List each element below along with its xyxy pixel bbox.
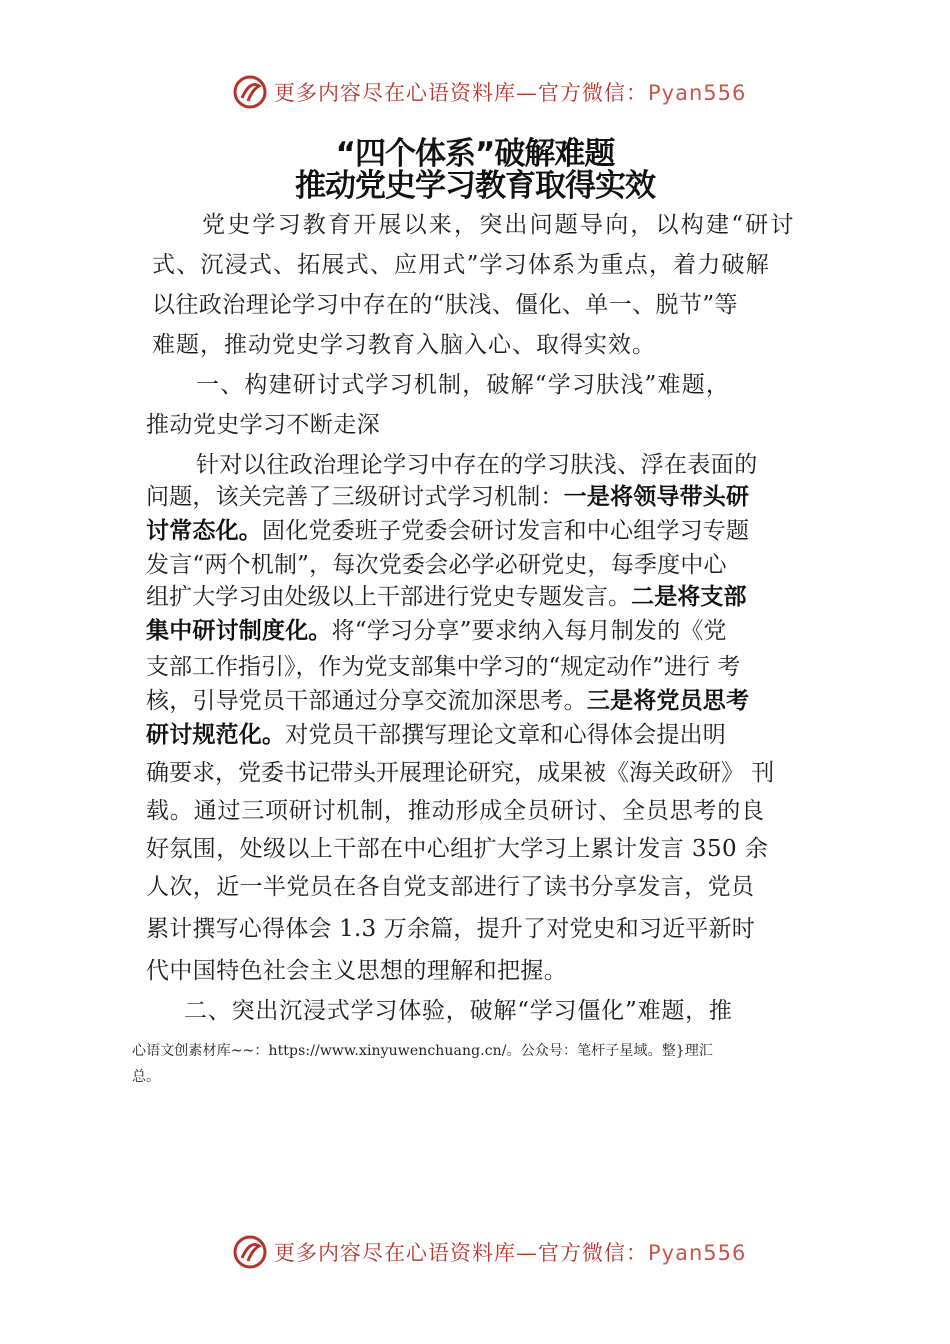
body-text: 固化党委班子党委会研讨发言和中心组学习专题: [262, 518, 750, 544]
body-line: 发言“两个机制”，每次党委会必学必研党史，每季度中心: [146, 552, 727, 578]
body-line: 代中国特色社会主义思想的理解和把握。: [146, 958, 568, 984]
bold-point-3-cont: 研讨规范化。: [146, 722, 286, 748]
bold-point-2-cont: 集中研讨制度化。: [146, 618, 332, 644]
bold-point-1: 一是将领导带头研: [563, 484, 750, 510]
body-line: [146, 686, 749, 716]
banner-text: 更多内容尽在心语资料库—官方微信：Pyan556: [274, 81, 747, 105]
body-line: 载。通过三项研讨机制，推动形成全员研讨、全员思考的良: [146, 798, 765, 824]
body-line: 难题，推动党史学习教育入脑入心、取得实效。: [152, 332, 656, 358]
logo-icon: [232, 1234, 268, 1270]
body-text: 对党员干部撰写理论文章和心得体会提出明: [285, 722, 727, 748]
footer-note-line-1: 心语文创素材库~~：https://www.xinyuwenchuang.cn/。公众号：笔杆子星域。整}理汇: [132, 1043, 713, 1059]
body-text: 核，引导党员干部通过分享交流加深思考。: [146, 688, 587, 714]
body-line: 以往政治理论学习中存在的“肤浅、僵化、单一、脱节”等: [152, 292, 738, 318]
body-line: 好氛围，处级以上干部在中心组扩大学习上累计发言 350 余: [146, 836, 769, 862]
footer-banner: [232, 1232, 746, 1272]
body-line: [146, 616, 727, 646]
bold-point-2: 二是将支部: [631, 584, 747, 610]
body-text: 问题，该关完善了三级研讨式学习机制：: [146, 484, 564, 510]
body-line: 确要求，党委书记带头开展理论研究，成果被《海关政研》 刊: [146, 760, 775, 786]
body-line: 式、沉浸式、拓展式、应用式”学习体系为重点，着力破解: [152, 252, 770, 278]
bold-point-3: 三是将党员思考: [586, 688, 750, 714]
body-text: 组扩大学习由处级以上干部进行党史专题发言。: [146, 584, 632, 610]
body-line: 人次，近一半党员在各自党支部进行了读书分享发言，党员: [146, 874, 755, 900]
body-line: [146, 516, 749, 546]
body-line: 累计撰写心得体会 1.3 万余篇，提升了对党史和习近平新时: [146, 916, 755, 942]
body-text: 将“学习分享”要求纳入每月制发的《党: [331, 618, 727, 644]
section-heading-1: 一、构建研讨式学习机制，破解“学习肤浅”难题，: [196, 372, 731, 398]
body-line: [146, 582, 747, 612]
page-title-line-2: 推动党史学习教育取得实效: [295, 168, 655, 204]
body-line: 党史学习教育开展以来，突出问题导向，以构建“研讨: [202, 212, 796, 238]
bold-point-1-cont: 讨常态化。: [146, 518, 262, 544]
body-line: 支部工作指引》，作为党支部集中学习的“规定动作”进行 考: [146, 654, 741, 680]
header-banner: [232, 72, 746, 112]
body-line: [146, 720, 726, 750]
body-line: 针对以往政治理论学习中存在的学习肤浅、浮在表面的: [196, 452, 758, 478]
body-line: [146, 482, 749, 512]
footer-note-line-2: 总。: [132, 1069, 160, 1085]
section-heading-2: 二、突出沉浸式学习体验，破解“学习僵化”难题，推: [184, 998, 733, 1024]
page-title-line-1: “四个体系”破解难题: [335, 136, 615, 172]
logo-icon: [232, 74, 268, 110]
section-heading-1-cont: 推动党史学习不断走深: [146, 412, 380, 438]
banner-text: 更多内容尽在心语资料库—官方微信：Pyan556: [274, 1241, 747, 1265]
